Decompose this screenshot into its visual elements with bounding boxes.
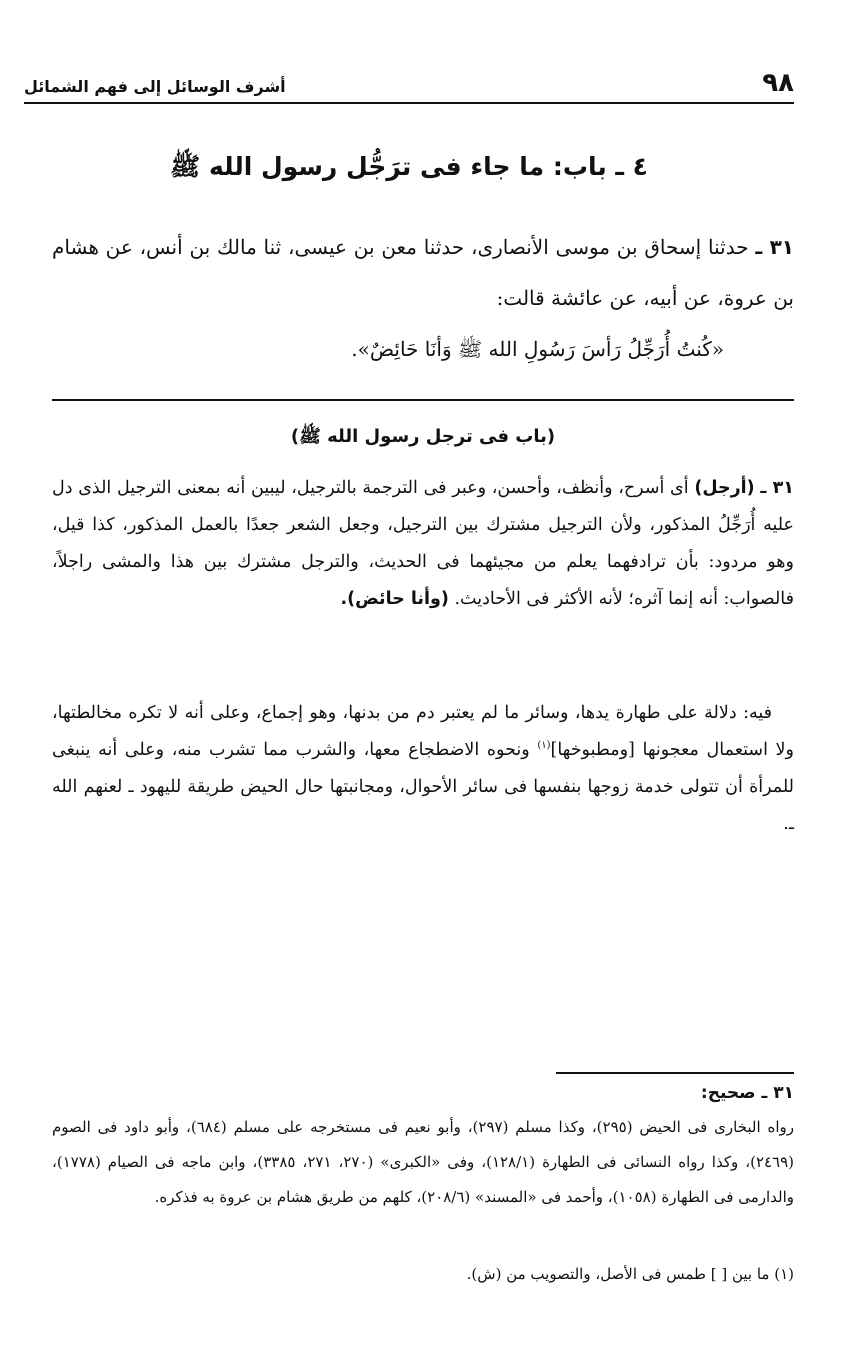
commentary-paragraph-2 [52, 695, 794, 843]
hadith-isnad: حدثنا إسحاق بن موسى الأنصارى، حدثنا معن بن عيسى، ثنا مالك بن أنس، عن هشام بن عروة، عن أبيه، عن عائشة قالت: [52, 235, 794, 310]
commentary-keyword: (أرجل) [694, 478, 755, 498]
hadith-text [52, 222, 794, 375]
header-divider [24, 102, 794, 104]
takhrij-text: رواه البخارى فى الحيض (٢٩٥)، وكذا مسلم (٢٩٧)، وأبو نعيم فى مستخرجه على مسلم (٦٨٤)، وأبو داود فى الصوم (٢٤٦٩)، وكذا رواه النسائى فى الطهارة (١٢٨/١)، وفى «الكبرى» (٢٧٠، ٢٧١، ٣٣٨٥)، وابن ماجه فى الصيام (١٧٧٨)، والدارمى فى الطهارة (١٠٥٨)، وأحمد فى «المسند» (٢٠٨/٦)، كلهم من طريق هشام بن عروة به فذكره. [52, 1118, 795, 1206]
section-divider [52, 399, 794, 401]
commentary-paragraph-1 [52, 470, 794, 618]
footnote-reference: (١) [537, 740, 551, 752]
commentary-number: ٣١ ـ [760, 478, 794, 498]
hadith-matn: «كُنتُ أُرَجِّلُ رَأسَ رَسُولِ الله ﷺ وَأنَا حَائِضٌ». [351, 337, 724, 361]
commentary-text-2b: ونحوه الاضطجاع معها، والشرب مما تشرب منه، وعلى أنه ينبغى للمرأة أن تتولى خدمة زوجها بنفسها فى سائر الأحوال، ومجانبتها حال الحيض طريقة لليهود ـ لعنهم الله ـ. [52, 740, 794, 834]
footnote-divider [556, 1072, 794, 1074]
chapter-title: ٤ ـ باب: ما جاء فى ترَجُّل رسول الله ﷺ [170, 152, 648, 181]
takhrij-heading: ٣١ ـ صحيح: [700, 1083, 794, 1103]
book-title: أشرف الوسائل إلى فهم الشمائل [24, 77, 286, 96]
hadith-number: ٣١ ـ [755, 235, 795, 259]
footnote-1: (١) ما بين [ ] طمس فى الأصل، والتصويب من (ش). [466, 1265, 794, 1283]
running-header [24, 64, 794, 98]
commentary-heading: (باب فى ترجل رسول الله ﷺ) [290, 426, 556, 447]
page-number: ٩٨ [762, 68, 794, 98]
commentary-quote-end: (وأنا حائض). [340, 589, 449, 609]
commentary-text-1: أى أسرح، وأنظف، وأحسن، وعبر فى الترجمة بالترجيل، ليبين أنه بمعنى الترجيل الذى دل عليه أُرَجِّلُ المذكور، ولأن الترجيل مشترك بين الترجيل، وجعل الشعر جعدًا بالعمل المذكور، كذا قيل، وهو مردود: بأن ترادفهما يعلم من مجيئهما فى الحديث، والترجل مشترك بين هذا والمشى راجلاً، فالصواب: أنه إنما آثره؛ لأنه الأكثر فى الأحاديث. [52, 478, 794, 609]
commentary-text-2a: فيه: دلالة على طهارة يدها، وسائر ما لم يعتبر دم من بدنها، وهو إجماع، وعلى أنه لا تكره مخالطتها، ولا استعمال معجونها [ومطبوخها] [52, 703, 794, 760]
